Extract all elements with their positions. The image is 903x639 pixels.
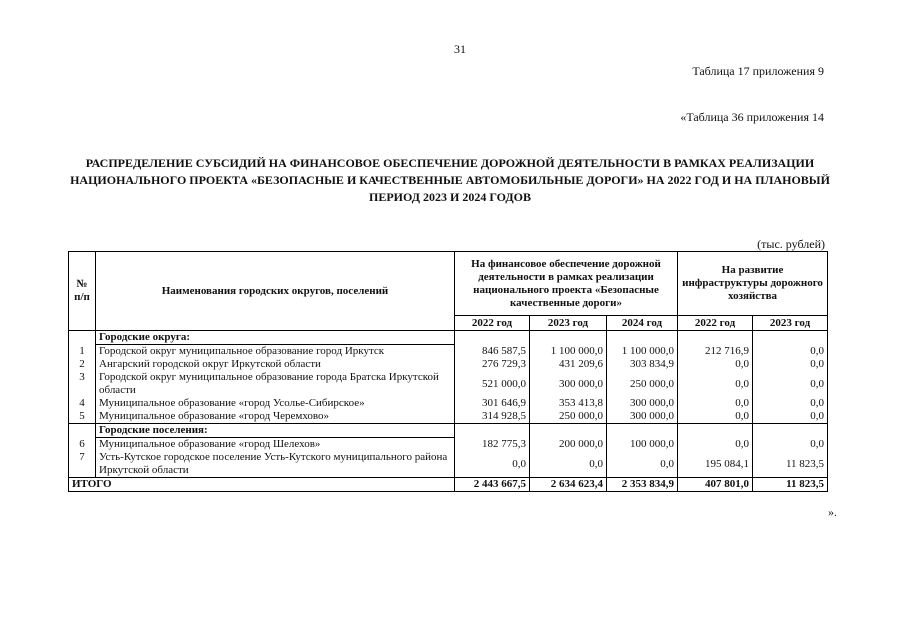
- table-caption: Таблица 17 приложения 9: [692, 64, 824, 78]
- cell-value: 0,0: [753, 397, 828, 410]
- cell-value: 300 000,0: [607, 397, 678, 410]
- cell-value: 182 775,3: [455, 438, 530, 452]
- document-title: РАСПРЕДЕЛЕНИЕ СУБСИДИЙ НА ФИНАНСОВОЕ ОБЕСПЕЧЕНИЕ ДОРОЖНОЙ ДЕЯТЕЛЬНОСТИ В РАМКАХ РЕАЛИЗАЦИИ НАЦИОНАЛЬНОГО ПРОЕКТА «БЕЗОПАСНЫЕ И КАЧЕСТВЕННЫЕ АВТОМОБИЛЬНЫЕ ДОРОГИ» НА 2022 ГОД И НА ПЛАНОВЫЙ ПЕРИОД 2023 И 2024 ГОДОВ: [70, 156, 830, 204]
- row-name: Муниципальное образование «город Усолье-Сибирское»: [96, 397, 455, 410]
- table-row: [69, 410, 828, 424]
- row-number: 2: [69, 358, 96, 371]
- table-caption-appendix: «Таблица 36 приложения 14: [680, 110, 824, 124]
- table-row: [69, 438, 828, 452]
- row-name: Городской округ муниципальное образование города Братска Иркутской области: [96, 371, 455, 397]
- row-name: Муниципальное образование «город Шелехов»: [96, 438, 455, 452]
- table-row: [69, 371, 828, 397]
- header-group-national-project: На финансовое обеспечение дорожной деятельности в рамках реализации национального проекта «Безопасные качественные дороги»: [455, 252, 678, 316]
- total-value: 407 801,0: [678, 478, 753, 492]
- units-label: (тыс. рублей): [757, 237, 825, 251]
- total-value: 2 634 623,4: [530, 478, 607, 492]
- row-name: Ангарский городской округ Иркутской области: [96, 358, 455, 371]
- total-value: 11 823,5: [753, 478, 828, 492]
- total-value: 2 443 667,5: [455, 478, 530, 492]
- cell-value: 0,0: [678, 397, 753, 410]
- cell-value: 0,0: [678, 410, 753, 424]
- row-number: 6: [69, 438, 96, 452]
- row-number: 3: [69, 371, 96, 397]
- cell-value: 521 000,0: [455, 371, 530, 397]
- table-row: [69, 358, 828, 371]
- section-label: Городские поселения:: [96, 424, 455, 438]
- cell-value: 0,0: [607, 451, 678, 478]
- cell-value: 250 000,0: [530, 410, 607, 424]
- cell-value: 0,0: [753, 345, 828, 359]
- cell-value: 353 413,8: [530, 397, 607, 410]
- cell-value: 300 000,0: [607, 410, 678, 424]
- cell-value: 250 000,0: [607, 371, 678, 397]
- section-row: [69, 424, 828, 438]
- cell-value: 846 587,5: [455, 345, 530, 359]
- row-number: 1: [69, 345, 96, 359]
- header-year: 2023 год: [753, 316, 828, 331]
- cell-value: 11 823,5: [753, 451, 828, 478]
- header-year: 2024 год: [607, 316, 678, 331]
- total-value: 2 353 834,9: [607, 478, 678, 492]
- cell-value: 0,0: [678, 371, 753, 397]
- header-year: 2022 год: [678, 316, 753, 331]
- header-no: № п/п: [69, 252, 96, 331]
- cell-value: 195 084,1: [678, 451, 753, 478]
- row-name: Городской округ муниципальное образование город Иркутск: [96, 345, 455, 359]
- header-year: 2022 год: [455, 316, 530, 331]
- total-row: [69, 478, 828, 492]
- cell-value: 212 716,9: [678, 345, 753, 359]
- header-name: Наименования городских округов, поселений: [96, 252, 455, 331]
- cell-value: 1 100 000,0: [530, 345, 607, 359]
- closing-quote-mark: ».: [828, 505, 837, 519]
- cell-value: 100 000,0: [607, 438, 678, 452]
- total-label: ИТОГО: [69, 478, 455, 492]
- cell-value: 303 834,9: [607, 358, 678, 371]
- cell-value: 300 000,0: [530, 371, 607, 397]
- cell-value: 0,0: [530, 451, 607, 478]
- header-group-infrastructure: На развитие инфраструктуры дорожного хозяйства: [678, 252, 828, 316]
- section-row: [69, 331, 828, 345]
- row-name: Муниципальное образование «город Черемхово»: [96, 410, 455, 424]
- cell-value: 431 209,6: [530, 358, 607, 371]
- header-year: 2023 год: [530, 316, 607, 331]
- table-row: [69, 451, 828, 478]
- cell-value: 0,0: [678, 438, 753, 452]
- cell-value: 0,0: [753, 371, 828, 397]
- cell-value: 0,0: [753, 410, 828, 424]
- section-label: Городские округа:: [96, 331, 455, 345]
- row-name: Усть-Кутское городское поселение Усть-Кутского муниципального района Иркутской области: [96, 451, 455, 478]
- cell-value: 1 100 000,0: [607, 345, 678, 359]
- table-row: [69, 345, 828, 359]
- cell-value: 314 928,5: [455, 410, 530, 424]
- page-number: 31: [454, 42, 466, 56]
- cell-value: 200 000,0: [530, 438, 607, 452]
- table-row: [69, 397, 828, 410]
- cell-value: 301 646,9: [455, 397, 530, 410]
- row-number: 5: [69, 410, 96, 424]
- cell-value: 276 729,3: [455, 358, 530, 371]
- row-number: 7: [69, 451, 96, 478]
- row-number: 4: [69, 397, 96, 410]
- cell-value: 0,0: [753, 358, 828, 371]
- subsidy-table: [68, 251, 828, 492]
- cell-value: 0,0: [753, 438, 828, 452]
- cell-value: 0,0: [678, 358, 753, 371]
- cell-value: 0,0: [455, 451, 530, 478]
